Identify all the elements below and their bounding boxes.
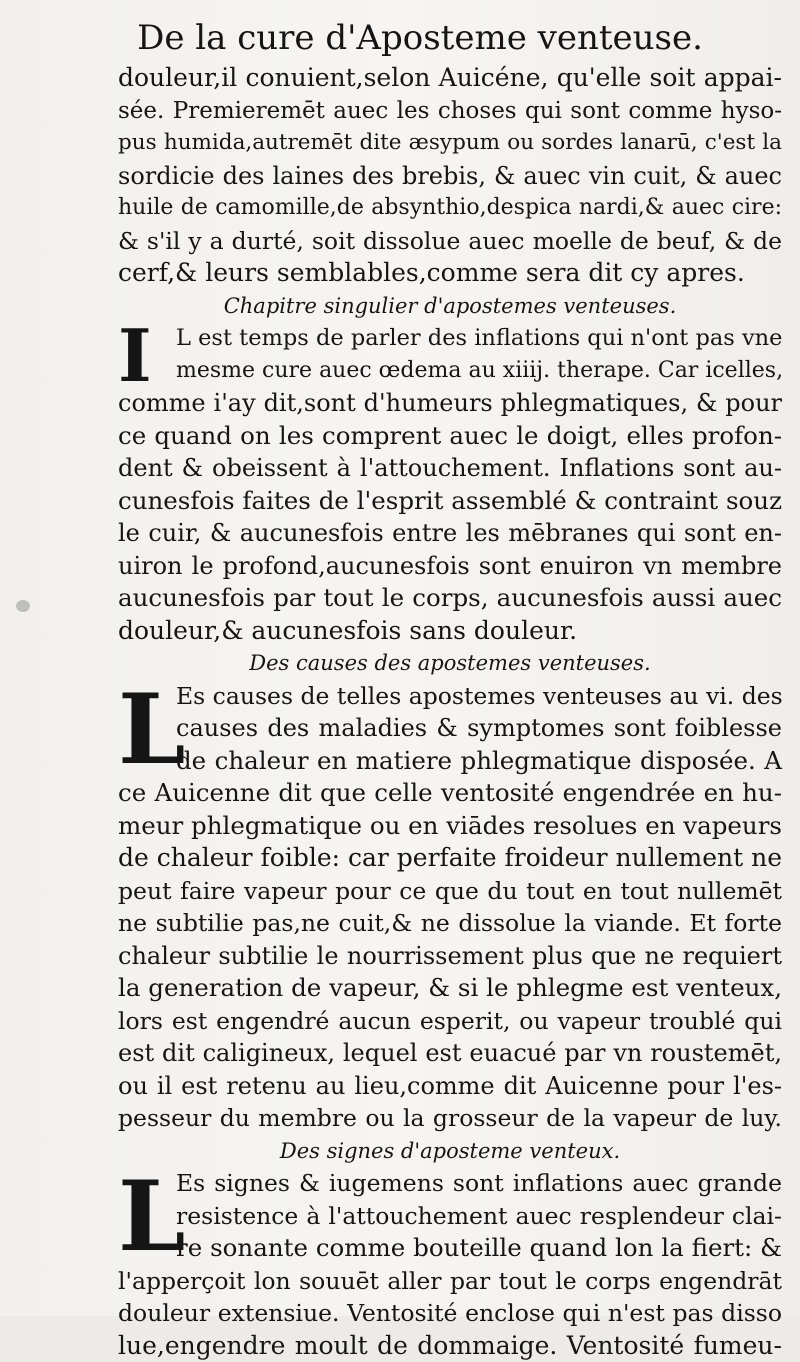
section-causes: [118, 680, 782, 1135]
text-line: l'apperçoit lon souuēt aller par tout le corps engendrāt: [118, 1265, 782, 1298]
text-line: de chaleur foible: car perfaite froideur nullement ne: [118, 842, 782, 875]
text-line: est dit caligineux, lequel est euacué par vn roustemēt,: [118, 1037, 782, 1070]
chapter-heading: Chapitre singulier d'apostemes venteuses.: [118, 290, 782, 323]
text-line: pus humida,autremēt dite æsypum ou sordes lanarū, c'est la: [118, 127, 782, 160]
text-line: sordicie des laines des brebis, & auec vin cuit, & auec: [118, 160, 782, 193]
text-line: uiron le profond,aucunesfois sont enuiron vn membre: [118, 550, 782, 583]
text-line: cerf,& leurs semblables,comme sera dit cy apres.: [118, 257, 782, 290]
drop-cap: L: [118, 1171, 186, 1263]
text-line: dent & obeissent à l'attouchement. Inflations sont au-: [118, 452, 782, 485]
text-line: pesseur du membre ou la grosseur de la vapeur de luy.: [118, 1102, 782, 1135]
text-line: le cuir, & aucunesfois entre les mēbranes qui sont en-: [118, 517, 782, 550]
text-line: huile de camomille,de absynthio,despica nardi,& auec cire:: [118, 192, 782, 225]
body-text: [118, 62, 782, 1362]
paragraph-continuation: [118, 62, 782, 290]
text-line: Es causes de telles apostemes venteuses au vi. des: [118, 680, 782, 713]
section-inflations: [118, 322, 782, 647]
text-line: L est temps de parler des inflations qui n'ont pas vne: [118, 322, 782, 355]
text-line: re sonante comme bouteille quand lon la fiert: &: [118, 1232, 782, 1265]
text-line: la generation de vapeur, & si le phlegme est venteux,: [118, 972, 782, 1005]
drop-cap: I: [118, 324, 152, 388]
text-line: douleur,il conuient,selon Auicéne, qu'elle soit appai-: [118, 62, 782, 95]
text-line: causes des maladies & symptomes sont foiblesse: [118, 712, 782, 745]
text-line: chaleur subtilie le nourrissement plus que ne requiert: [118, 940, 782, 973]
text-line: Es signes & iugemens sont inflations auec grande: [118, 1167, 782, 1200]
text-line: comme i'ay dit,sont d'humeurs phlegmatiques, & pour: [118, 387, 782, 420]
text-line: sée. Premieremēt auec les choses qui sont comme hyso-: [118, 95, 782, 128]
text-line: cunesfois faites de l'esprit assemblé & contraint souz: [118, 485, 782, 518]
text-line: mesme cure auec œdema au xiiij. therape. Car icelles,: [118, 355, 782, 388]
drop-cap: L: [118, 684, 186, 776]
text-line: ou il est retenu au lieu,comme dit Auicenne pour l'es-: [118, 1070, 782, 1103]
section-heading: Des signes d'aposteme venteux.: [118, 1135, 782, 1168]
text-line: ce quand on les comprent auec le doigt, elles profon-: [118, 420, 782, 453]
text-line: ce Auicenne dit que celle ventosité engendrée en hu-: [118, 777, 782, 810]
text-line: douleur extensiue. Ventosité enclose qui n'est pas disso: [118, 1297, 782, 1330]
ink-spot: [16, 600, 30, 612]
text-line: douleur,& aucunesfois sans douleur.: [118, 615, 782, 648]
section-heading: Des causes des apostemes venteuses.: [118, 647, 782, 680]
text-line: lors est engendré aucun esperit, ou vapeur troublé qui: [118, 1005, 782, 1038]
text-line: de chaleur en matiere phlegmatique disposée. A: [118, 745, 782, 778]
text-line: resistence à l'attouchement auec resplendeur clai-: [118, 1200, 782, 1233]
section-signs: [118, 1167, 782, 1362]
text-line: meur phlegmatique ou en viādes resolues en vapeurs: [118, 810, 782, 843]
running-head: De la cure d'Aposteme venteuse.: [0, 16, 800, 60]
text-line: & s'il y a durté, soit dissolue auec moelle de beuf, & de: [118, 225, 782, 258]
text-line: peut faire vapeur pour ce que du tout en tout nullemēt: [118, 875, 782, 908]
text-line: ne subtilie pas,ne cuit,& ne dissolue la viande. Et forte: [118, 907, 782, 940]
text-line: lue,engendre moult de dommaige. Ventosité fumeu-: [118, 1330, 782, 1362]
text-line: aucunesfois par tout le corps, aucunesfois aussi auec: [118, 582, 782, 615]
